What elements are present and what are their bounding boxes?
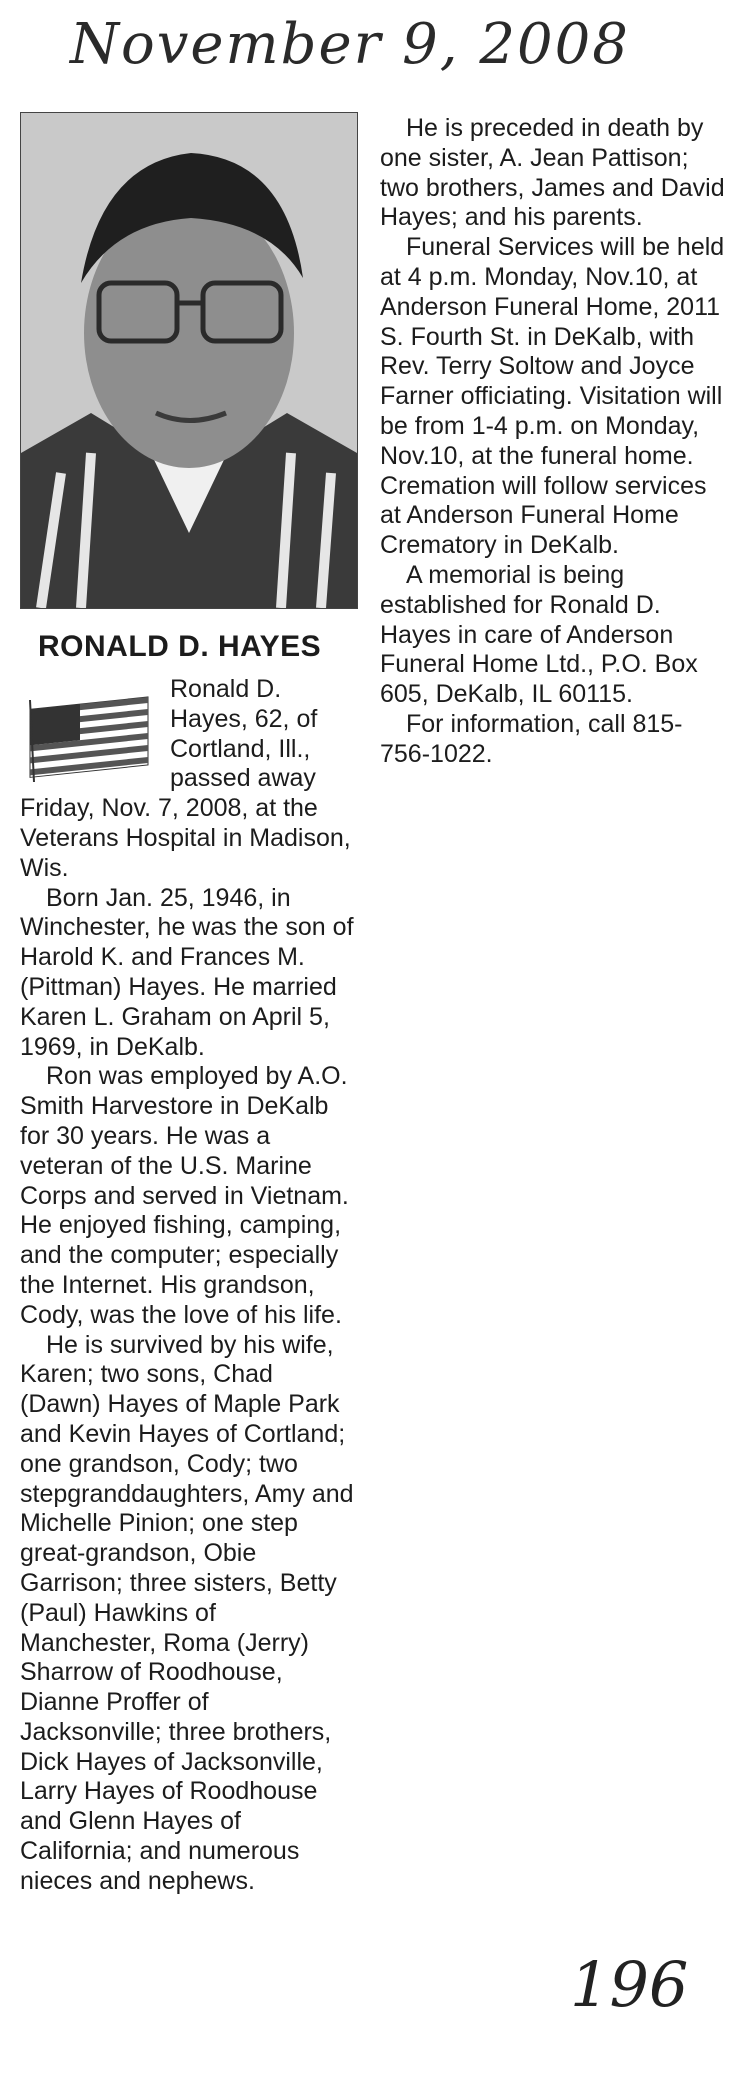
- lead-line: Hayes, 62, of: [170, 704, 318, 733]
- portrait-photo: [20, 112, 358, 609]
- services-paragraph: Funeral Services will be held at 4 p.m. Monday, Nov.10, at Anderson Funeral Home, 2011 S. Fourth St. in DeKalb, with Rev. Terry Soltow and Joyce Farner officiating. Visitation will be from 1-4 p.m. on Monday, Nov.10, at the funeral home. Cremation will follow services at Anderson Funeral Home Crematory in DeKalb.: [380, 233, 725, 560]
- birth-paragraph: Born Jan. 25, 1946, in Winchester, he was the son of Harold K. and Frances M. (Pittman) Hayes. He married Karen L. Graham on April 5, 1969, in DeKalb.: [20, 883, 354, 1061]
- handwritten-date: November 9, 2008: [70, 12, 630, 77]
- portrait-illustration: [21, 113, 357, 608]
- lead-line: passed away: [170, 764, 316, 793]
- lead-line: Cortland, Ill.,: [170, 734, 311, 763]
- career-paragraph: Ron was employed by A.O. Smith Harvestore in DeKalb for 30 years. He was a veteran of the U.S. Marine Corps and served in Vietnam. He enjoyed fishing, camping, and the computer; especially the Internet. His grandson, Cody, was the love of his life.: [20, 1062, 349, 1329]
- right-column: [380, 114, 732, 770]
- left-column: [20, 675, 356, 1897]
- obituary-heading: RONALD D. HAYES: [38, 630, 322, 663]
- death-details-paragraph: Friday, Nov. 7, 2008, at the Veterans Hospital in Madison, Wis.: [20, 794, 351, 882]
- handwritten-page-number: 196: [570, 1948, 689, 2021]
- memorial-paragraph: A memorial is being established for Ronald D. Hayes in care of Anderson Funeral Home Ltd., P.O. Box 605, DeKalb, IL 60115.: [380, 560, 698, 709]
- survivors-paragraph: He is survived by his wife, Karen; two sons, Chad (Dawn) Hayes of Maple Park and Kevin Hayes of Cortland; one grandson, Cody; two stepgranddaughters, Amy and Michelle Pinion; one step great-grandson, Obie Garrison; three sisters, Betty (Paul) Hawkins of Manchester, Roma (Jerry) Sharrow of Roodhouse, Dianne Proffer of Jacksonville; three brothers, Dick Hayes of Jacksonville, Larry Hayes of Roodhouse and Glenn Hayes of California; and numerous nieces and nephews.: [20, 1330, 354, 1895]
- preceded-paragraph: He is preceded in death by one sister, A. Jean Pattison; two brothers, James and David Hayes; and his parents.: [380, 114, 725, 232]
- contact-paragraph: For information, call 815-756-1022.: [380, 709, 683, 768]
- lead-line: Ronald D.: [170, 675, 282, 703]
- lead-paragraph: [20, 675, 356, 794]
